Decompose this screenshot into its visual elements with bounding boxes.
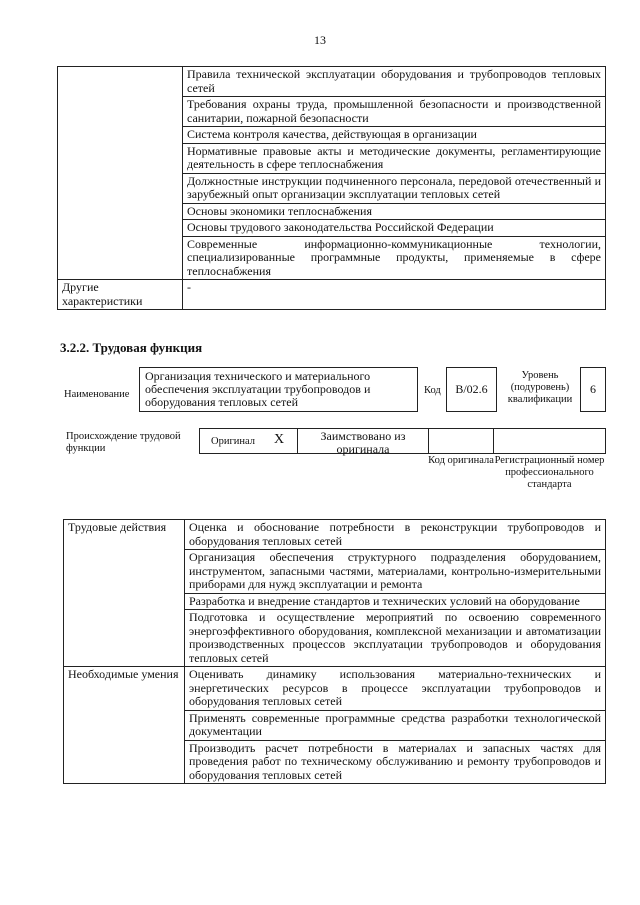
code-label: Код bbox=[424, 385, 441, 396]
knowledge-item: Нормативные правовые акты и методические документы, регламентирующие деятельность в сфере теплоснабжения bbox=[183, 143, 606, 173]
table-row bbox=[64, 520, 606, 550]
table-left-cell bbox=[58, 67, 183, 280]
level-label: Уровень (подуровень) квалификации bbox=[507, 370, 573, 405]
table-row bbox=[64, 667, 606, 711]
origin-label: Происхождение трудовой функции bbox=[66, 431, 181, 454]
original-code-cell bbox=[428, 428, 494, 454]
knowledge-table bbox=[57, 66, 606, 310]
original-label: Оригинал bbox=[211, 436, 255, 447]
registration-number-cell bbox=[493, 428, 606, 454]
knowledge-item: Система контроля качества, действующая в организации bbox=[183, 127, 606, 144]
page-number: 13 bbox=[314, 33, 326, 47]
table-row bbox=[58, 67, 606, 97]
section-title: 3.2.2. Трудовая функция bbox=[60, 340, 203, 355]
knowledge-item: Современные информационно-коммуникационные технологии, специализированные программные продукты, применяемые в сфере теплоснабжения bbox=[183, 236, 606, 280]
origin-original-cell bbox=[199, 428, 298, 454]
code-box: B/02.6 bbox=[446, 367, 497, 412]
function-table bbox=[63, 519, 606, 784]
action-item: Подготовка и осуществление мероприятий по освоению современного энергоэффективного оборудования, комплексной механизации и автоматизации производственных процессов эксплуатации трубопроводов и оборудования тепловых сетей bbox=[185, 610, 606, 667]
action-item: Разработка и внедрение стандартов и технических условий на оборудование bbox=[185, 593, 606, 610]
knowledge-item: Требования охраны труда, промышленной безопасности и производственной санитарии, пожарной безопасности bbox=[183, 97, 606, 127]
knowledge-item: Основы трудового законодательства Российской Федерации bbox=[183, 220, 606, 237]
actions-label: Трудовые действия bbox=[64, 520, 185, 667]
function-name-box: Организация технического и материального обеспечения эксплуатации трубопроводов и оборудования тепловых сетей bbox=[139, 367, 418, 412]
other-characteristics-label: Другие характеристики bbox=[58, 280, 183, 310]
code-caption: Код оригинала bbox=[428, 455, 494, 466]
knowledge-item: Основы экономики теплоснабжения bbox=[183, 203, 606, 220]
other-characteristics-value: - bbox=[183, 280, 606, 310]
level-box: 6 bbox=[580, 367, 606, 412]
skill-item: Применять современные программные средства разработки технологической документации bbox=[185, 710, 606, 740]
skills-label: Необходимые умения bbox=[64, 667, 185, 784]
skill-item: Производить расчет потребности в материалах и запасных частях для проведения работ по техническому обслуживанию и ремонту трубопроводов и оборудования тепловых сетей bbox=[185, 740, 606, 784]
name-label: Наименование bbox=[64, 389, 130, 400]
action-item: Организация обеспечения структурного подразделения оборудованием, инструментом, запасными частями, материалами, контрольно-измерительными приборами для нужд эксплуатации и ремонта bbox=[185, 550, 606, 594]
borrowed-cell: Заимствовано из оригинала bbox=[297, 428, 429, 454]
knowledge-item: Правила технической эксплуатации оборудования и трубопроводов тепловых сетей bbox=[183, 67, 606, 97]
registration-caption: Регистрационный номер профессионального стандарта bbox=[494, 455, 605, 490]
knowledge-item: Должностные инструкции подчиненного персонала, передовой отечественный и зарубежный опыт организации эксплуатации тепловых сетей bbox=[183, 173, 606, 203]
skill-item: Оценивать динамику использования материально-технических и энергетических ресурсов в процессе эксплуатации трубопроводов и оборудования тепловых сетей bbox=[185, 667, 606, 711]
action-item: Оценка и обоснование потребности в реконструкции трубопроводов и оборудования тепловых сетей bbox=[185, 520, 606, 550]
table-row bbox=[58, 280, 606, 310]
original-mark: X bbox=[274, 432, 285, 447]
